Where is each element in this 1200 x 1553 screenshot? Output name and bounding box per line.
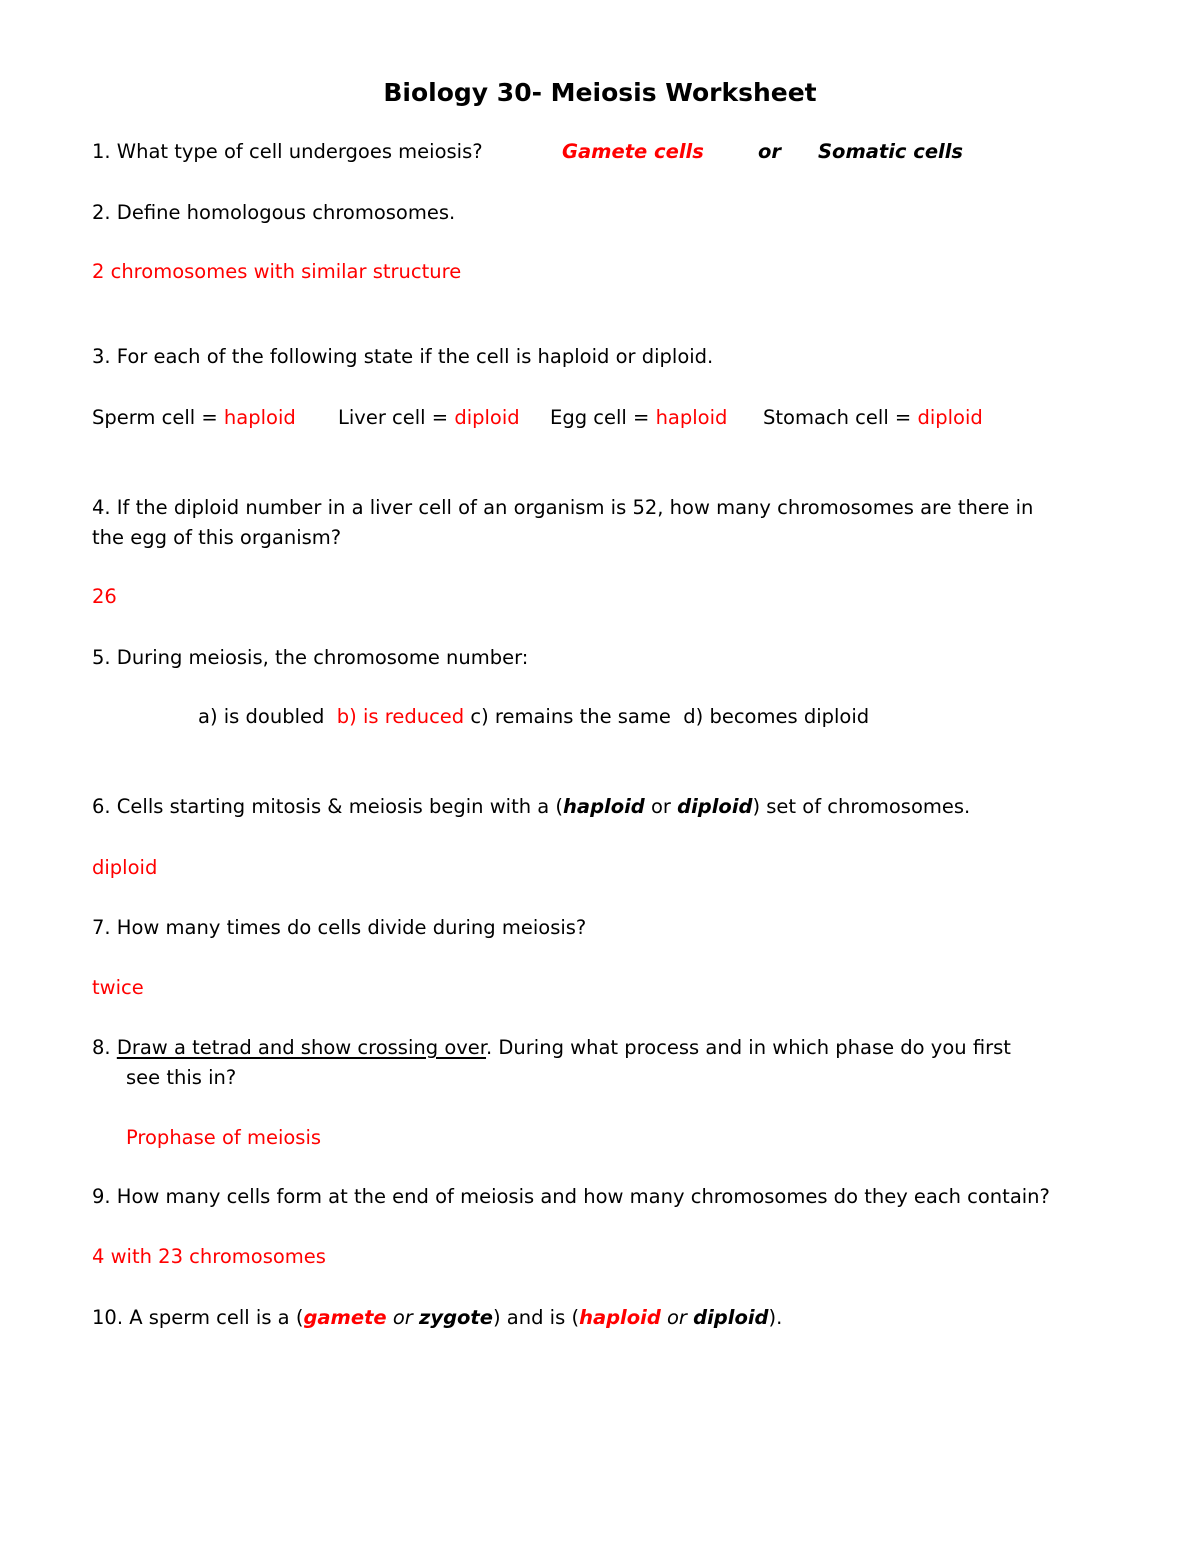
q4-answer: 26 — [92, 585, 117, 608]
q3-sperm-answer: haploid — [223, 406, 296, 429]
q10-choice-haploid: haploid — [579, 1306, 661, 1329]
q1-prompt: 1. What type of cell undergoes meiosis? — [92, 140, 483, 163]
q6-or: or — [644, 795, 678, 818]
q3-sperm — [92, 406, 296, 429]
q7-prompt: 7. How many times do cells divide during meiosis? — [92, 916, 587, 939]
q3-liver-answer: diploid — [454, 406, 520, 429]
q4-prompt-line1: 4. If the diploid number in a liver cell of an organism is 52, how many chromosomes are there in — [92, 496, 1034, 519]
q5-option-d: d) becomes diploid — [683, 705, 870, 728]
q5-option-b: b) is reduced — [336, 705, 465, 728]
q8-answer: Prophase of meiosis — [126, 1126, 322, 1149]
q3-stomach-label: Stomach cell = — [763, 406, 918, 429]
q3-stomach-answer: diploid — [917, 406, 983, 429]
q8-prompt-line2: see this in? — [126, 1066, 237, 1089]
q10-start: 10. A sperm cell is a ( — [92, 1306, 304, 1329]
q8-number: 8. — [92, 1036, 117, 1059]
q6-answer: diploid — [92, 856, 158, 879]
q3-egg-label: Egg cell = — [550, 406, 656, 429]
q2-prompt: 2. Define homologous chromosomes. — [92, 201, 456, 224]
q10-choice-diploid: diploid — [693, 1306, 769, 1329]
q3-egg-answer: haploid — [655, 406, 728, 429]
worksheet-title: Biology 30- Meiosis Worksheet — [383, 78, 817, 107]
q10-or-1: or — [386, 1306, 420, 1329]
q3-sperm-label: Sperm cell = — [92, 406, 224, 429]
q10-choice-zygote: zygote — [419, 1306, 493, 1329]
q1-or: or — [758, 140, 782, 163]
q2-answer: 2 chromosomes with similar structure — [92, 260, 462, 283]
q7-answer: twice — [92, 976, 144, 999]
q1-option-somatic: Somatic cells — [818, 140, 964, 163]
q3-egg — [550, 406, 727, 429]
q8-rest: . During what process and in which phase do you first — [486, 1036, 1011, 1059]
q5-prompt: 5. During meiosis, the chromosome number: — [92, 646, 529, 669]
q5-option-a: a) is doubled — [198, 705, 325, 728]
q9-answer: 4 with 23 chromosomes — [92, 1245, 326, 1268]
q10-end: ). — [768, 1306, 783, 1329]
q3-liver — [338, 406, 520, 429]
question-8 — [92, 1036, 1011, 1059]
q8-underlined-task: Draw a tetrad and show crossing over — [116, 1036, 487, 1059]
question-6 — [92, 795, 970, 818]
q10-choice-gamete: gamete — [303, 1306, 387, 1329]
q1-option-gamete: Gamete cells — [562, 140, 704, 163]
q3-liver-label: Liver cell = — [338, 406, 455, 429]
q10-mid: ) and is ( — [492, 1306, 580, 1329]
question-10 — [92, 1306, 782, 1329]
q9-prompt: 9. How many cells form at the end of meiosis and how many chromosomes do they each contain? — [92, 1185, 1050, 1208]
q6-choice-haploid: haploid — [563, 795, 645, 818]
q3-stomach — [763, 406, 983, 429]
q3-prompt: 3. For each of the following state if the cell is haploid or diploid. — [92, 345, 714, 368]
q6-choice-diploid: diploid — [677, 795, 753, 818]
q6-prompt-end: ) set of chromosomes. — [752, 795, 971, 818]
question-1 — [92, 140, 483, 163]
q4-prompt-line2: the egg of this organism? — [92, 526, 342, 549]
q6-prompt-start: 6. Cells starting mitosis & meiosis begin with a ( — [92, 795, 564, 818]
q10-or-2: or — [660, 1306, 694, 1329]
q5-option-c: c) remains the same — [470, 705, 671, 728]
q5-options — [198, 705, 869, 728]
